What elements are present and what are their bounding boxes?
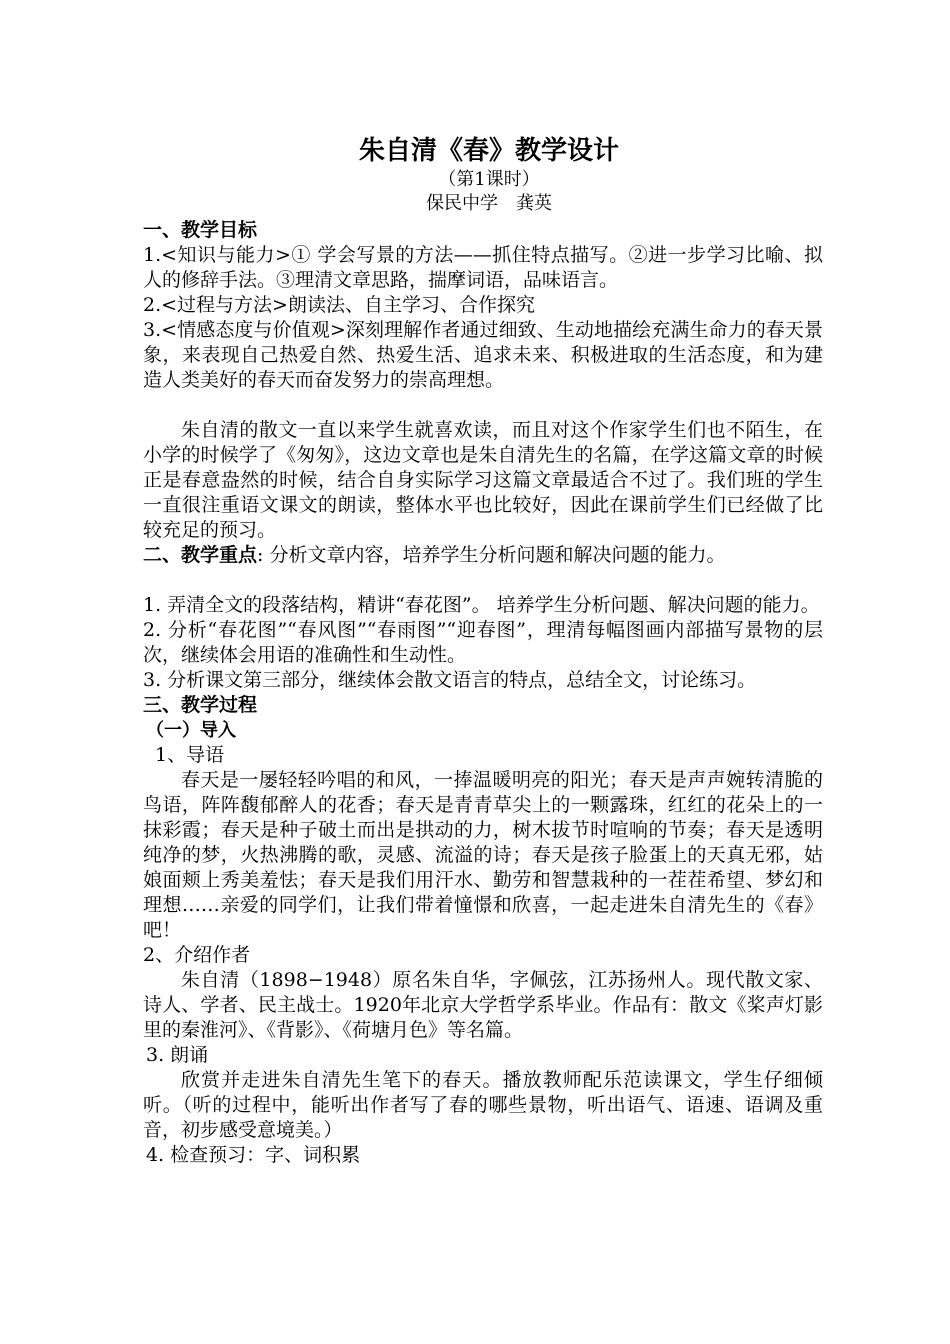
key-points-line bbox=[143, 543, 823, 568]
recite-paragraph: 欣赏并走进朱自清先生笔下的春天。播放教师配乐范读课文，学生仔细倾听。（听的过程中，能听出作者写了春的哪些景物，听出语气、语速、语调及重音，初步感受意境美。） bbox=[143, 1069, 823, 1141]
subsection-heading-intro: （一）导入 bbox=[146, 720, 236, 741]
document-title: 朱自清《春》教学设计 bbox=[358, 136, 619, 166]
section-heading-process: 三、教学过程 bbox=[143, 694, 258, 716]
step-title-recite: 3. 朗诵 bbox=[146, 1044, 209, 1066]
key-point-item: 1. 弄清全文的段落结构，精讲“春花图”。 培养学生分析问题、解决问题的能力。 bbox=[143, 594, 820, 616]
spacer bbox=[143, 393, 823, 418]
step-title-author: 2、介绍作者 bbox=[143, 944, 251, 966]
document-page bbox=[143, 134, 823, 1168]
section-heading-key-points: 二、教学重点 bbox=[143, 544, 258, 566]
author-intro-paragraph: 朱自清（1898−1948）原名朱自华，字佩弦，江苏扬州人。现代散文家、诗人、学者、民主战士。1920年北京大学哲学系毕业。作品有：散文《桨声灯影里的秦淮河》、《背影》、《荷塘月色》等名篇。 bbox=[143, 969, 823, 1041]
lesson-period: （第1课时） bbox=[438, 169, 540, 190]
student-analysis-paragraph: 朱自清的散文一直以来学生就喜欢读，而且对这个作家学生们也不陌生，在小学的时候学了《匆匆》，这边文章也是朱自清先生的名篇，在学这篇文章的时候正是春意盎然的时候，结合自身实际学习这篇文章最适合不过了。我们班的学生一直很注重语文课文的朗读，整体水平也比较好，因此在课前学生们已经做了比较充足的预习。 bbox=[143, 419, 823, 541]
key-point-item: 2. 分析“春花图”“春风图”“春雨图”“迎春图”，理清每幅图画内部描写景物的层次，继续体会用语的准确性和生动性。 bbox=[143, 619, 823, 666]
section-heading-objectives: 一、教学目标 bbox=[143, 219, 258, 241]
key-point-item: 3. 分析课文第三部分，继续体会散文语言的特点，总结全文，讨论练习。 bbox=[143, 669, 757, 691]
spacer bbox=[143, 568, 823, 593]
objective-item: 3.<情感态度与价值观>深刻理解作者通过细致、生动地描绘充满生命力的春天景象，来表现自己热爱自然、热爱生活、追求未来、积极进取的生活态度，和为建造人类美好的春天而奋发努力的崇高理想。 bbox=[143, 319, 823, 391]
key-points-text: : 分析文章内容，培养学生分析问题和解决问题的能力。 bbox=[257, 544, 726, 566]
objective-item: 2.<过程与方法>朗读法、自主学习、合作探究 bbox=[143, 294, 535, 316]
lead-in-paragraph: 春天是一屡轻轻吟唱的和风，一捧温暖明亮的阳光；春天是声声婉转清脆的鸟语，阵阵馥郁醉人的花香；春天是青青草尖上的一颗露珠，红红的花朵上的一抹彩霞；春天是种子破土而出是拱动的力，树木拔节时喧响的节奏；春天是透明纯净的梦，火热沸腾的歌，灵感、流溢的诗；春天是孩子脸蛋上的天真无邪，姑娘面颊上秀美羞怯；春天是我们用汗水、勤劳和智慧栽种的一茬茬希望、梦幻和理想……亲爱的同学们，让我们带着憧憬和欣喜，一起走进朱自清先生的《春》吧！ bbox=[143, 769, 823, 941]
step-title-preview: 4. 检查预习：字、词积累 bbox=[146, 1144, 361, 1166]
author-line: 保民中学 龚英 bbox=[426, 193, 552, 214]
step-title-lead: 1、导语 bbox=[155, 744, 225, 766]
objective-item: 1.<知识与能力>① 学会写景的方法——抓住特点描写。②进一步学习比喻、拟人的修辞手法。③理清文章思路，揣摩词语，品味语言。 bbox=[143, 244, 823, 291]
